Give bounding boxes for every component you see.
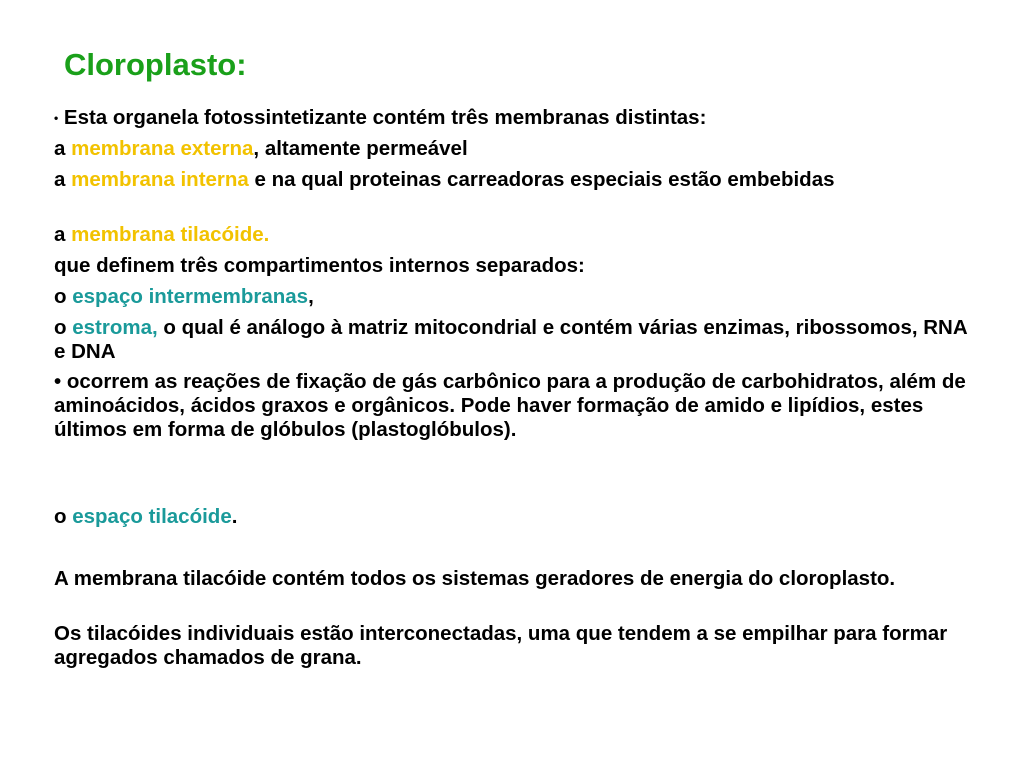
membrane-suffix: e na qual proteinas carreadoras especiais estão embebidas — [248, 168, 835, 191]
compartment-prefix: o — [54, 505, 73, 528]
membrane-item-external — [54, 137, 974, 161]
compartment-prefix: o — [54, 316, 73, 339]
membrane-prefix: a — [54, 137, 72, 160]
compartment-term: estroma, — [72, 316, 158, 339]
compartment-prefix: o — [54, 285, 73, 308]
compartment-term: espaço tilacóide — [72, 505, 232, 528]
membrane-term: membrana externa — [71, 137, 254, 160]
compartment-item-intermembrane — [54, 285, 974, 309]
slide-title: Cloroplasto: — [64, 47, 247, 82]
closing-paragraph-2: Os tilacóides individuais estão interconectadas, uma que tendem a se empilhar para formar agregados chamados de grana. — [54, 622, 948, 669]
compartment-suffix: , — [308, 285, 314, 308]
membrane-term: membrana interna — [71, 168, 249, 191]
membrane-prefix: a — [54, 168, 72, 191]
membrane-item-thylakoid — [54, 223, 974, 247]
compartments-intro: que definem três compartimentos internos separados: — [54, 254, 585, 277]
closing-paragraph-1: A membrana tilacóide contém todos os sistemas geradores de energia do cloroplasto. — [54, 567, 896, 590]
bullet-icon: • — [54, 111, 59, 125]
intro-text: Esta organela fotossintetizante contém três membranas distintas: — [58, 106, 707, 129]
compartment-term: espaço intermembranas — [72, 285, 309, 308]
membrane-suffix: , altamente permeável — [253, 137, 468, 160]
compartment-item-thylakoid-space — [54, 505, 974, 529]
compartment-suffix: o qual é análogo à matriz mitocondrial e contém várias enzimas, ribossomos, RNA e DNA — [54, 316, 967, 363]
membrane-item-internal — [54, 168, 974, 192]
compartment-suffix: . — [231, 505, 238, 528]
intro-line — [54, 106, 974, 130]
membrane-prefix: a — [54, 223, 72, 246]
compartment-item-stroma — [54, 316, 974, 364]
membrane-term: membrana tilacóide. — [71, 223, 270, 246]
stroma-bullet-paragraph: • ocorrem as reações de fixação de gás carbônico para a produção de carbohidratos, além de aminoácidos, ácidos graxos e orgânicos. Pode haver formação de amido e lipídios, estes últimos em forma de glóbulos (plastoglóbulos). — [54, 370, 966, 441]
